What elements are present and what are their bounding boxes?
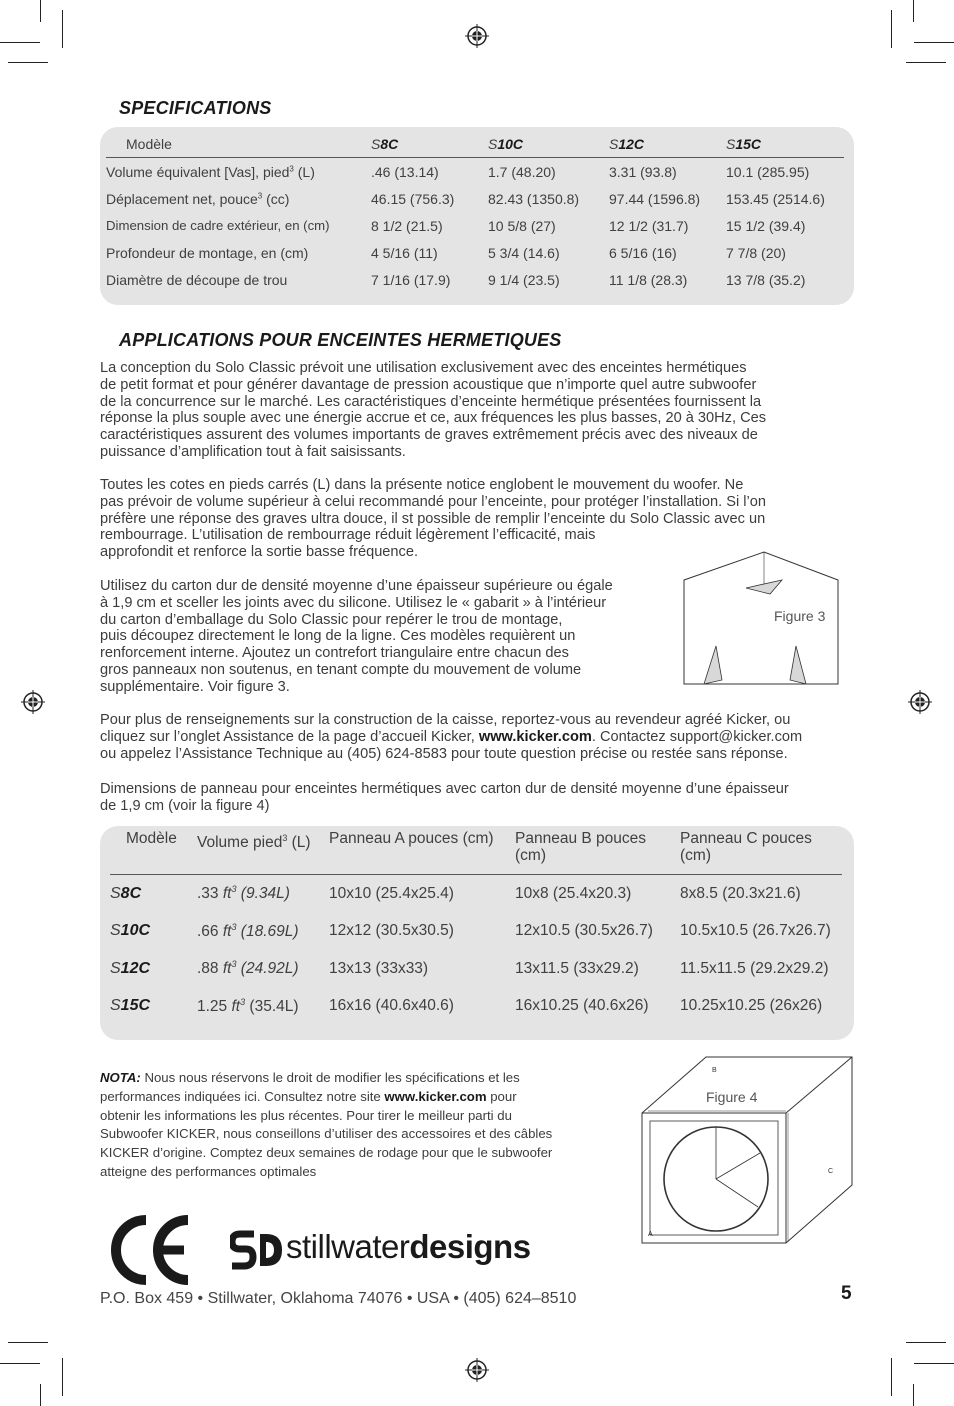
model-cell: S10C: [110, 922, 151, 940]
table-cell: 3.31 (93.8): [609, 163, 677, 180]
specifications-heading: SPECIFICATIONS: [119, 98, 272, 118]
model-cell: S15C: [110, 997, 151, 1015]
paragraph: Pour plus de renseignements sur la construction de la caisse, reportez-vous au revendeur agréé Kicker, ou cliquez sur l’onglet Assistance de la page d’accueil Kicker, www.kicker.com. Contactez support@kicker.com ou appelez l’Assistance Technique au (405) 624-8583 pour toute question précise ou restée sans réponse.: [100, 712, 803, 762]
figure-4-label-c: C: [828, 1168, 834, 1175]
table-cell: 16x16 (40.6x40.6): [329, 997, 454, 1015]
table-cell: 10x10 (25.4x25.4): [329, 884, 454, 902]
paragraph: Dimensions de panneau pour enceintes hermétiques avec carton dur de densité moyenne d’une épaisseur de 1,9 cm (voir la figure 4): [100, 781, 789, 814]
crop-mark: [40, 1384, 41, 1406]
panel-b-header: Panneau B pouces (cm): [515, 830, 680, 875]
brand-name: stillwaterdesigns: [286, 1228, 531, 1265]
table-cell: 46.15 (756.3): [371, 190, 455, 207]
table-row: [106, 266, 844, 293]
model-column-header: S15C: [726, 131, 844, 158]
table-cell: 13 7/8 (35.2): [726, 271, 806, 288]
table-row: [110, 988, 842, 1026]
registration-mark-icon: [21, 690, 45, 714]
table-cell: 82.43 (1350.8): [488, 190, 580, 207]
table-cell: 5 3/4 (14.6): [488, 244, 560, 261]
model-column-header: S12C: [609, 131, 726, 158]
table-row: [106, 239, 844, 266]
paragraph: Utilisez du carton dur de densité moyenne d’une épaisseur supérieure ou égale à 1,9 cm et sceller les joints avec du silicone. Utilisez le « gabarit » à l’intérieur du carton d’emballage du Solo Classic pour repérer le trou de montage, puis découpez directement le long de la ligne. Ces modèles requièrent un renforcement interne. Ajoutez un contrefort triangulaire entre chacun des gros panneaux non soutenus, en tenant compte du mouvement de volume supplémentaire. Voir figure 3.: [100, 578, 613, 695]
figure-4-label-b: B: [712, 1067, 717, 1074]
figure-3-label: Figure 3: [774, 608, 826, 624]
crop-mark: [62, 10, 63, 48]
crop-mark: [906, 62, 946, 63]
table-cell: 6 5/16 (16): [609, 244, 677, 261]
table-cell: 7 7/8 (20): [726, 244, 786, 261]
figure-4-label: Figure 4: [706, 1089, 758, 1105]
kicker-link[interactable]: www.kicker.com: [384, 1088, 487, 1104]
page-number: 5: [841, 1283, 852, 1304]
figure-4-diagram: [640, 1055, 854, 1247]
table-header-row: [110, 830, 842, 875]
crop-mark: [913, 0, 914, 22]
table-cell: 10.5x10.5 (26.7x26.7): [680, 922, 831, 940]
panel-c-header: Panneau C pouces (cm): [680, 830, 842, 875]
model-column-header: S10C: [488, 131, 609, 158]
specifications-table: [106, 131, 844, 293]
table-cell: 10.25x10.25 (26x26): [680, 997, 823, 1015]
table-cell: 11 1/8 (28.3): [609, 271, 688, 288]
table-cell: 1.7 (48.20): [488, 163, 556, 180]
row-label: Déplacement net, pouce$^3$ (cc): [106, 190, 290, 207]
table-cell: 4 5/16 (11): [371, 244, 438, 261]
note-paragraph: NOTA: Nous nous réservons le droit de modifier les spécifications et les performances indiquées ici. Consultez notre site www.kicker.com pour obtenir les informations les plus récentes. Pour tirer le meilleur parti du Subwoofer KICKER, nous conseillons d’utiliser des accessoires et des câbles KICKER d’origine. Comptez deux semaines de rodage pour que le subwoofer atteigne des performances optimales: [100, 1070, 553, 1179]
model-cell: S8C: [110, 884, 142, 902]
table-cell: 16x10.25 (40.6x26): [515, 997, 649, 1015]
table-cell: 10 5/8 (27): [488, 217, 556, 234]
crop-mark: [8, 62, 48, 63]
table-cell: 153.45 (2514.6): [726, 190, 825, 207]
table-row: [110, 950, 842, 988]
model-cell: S12C: [110, 959, 151, 977]
crop-mark: [62, 1358, 63, 1396]
ce-mark-icon: [110, 1214, 192, 1286]
table-row: [106, 158, 844, 186]
table-cell: 12x10.5 (30.5x26.7): [515, 922, 653, 940]
crop-mark: [0, 42, 40, 43]
note-label: NOTA:: [100, 1070, 141, 1085]
model-column-header: S8C: [371, 131, 488, 158]
stillwater-designs-logo-icon: [230, 1228, 284, 1272]
paragraph: Toutes les cotes en pieds carrés (L) dans la présente notice englobent le mouvement du woofer. Ne pas prévoir de volume supérieur à celui recommandé pour l’enceinte, pour protéger l’installation. Si l’on préfère une réponse des graves ultra douce, il st possible de remplir l’enceinte du Solo Classic avec un rembourrage. L’utilisation de rembourrage réduit légèrement l’efficacité, mais approfondit et renforce la sortie basse fréquence.: [100, 477, 766, 561]
table-cell: 97.44 (1596.8): [609, 190, 701, 207]
crop-mark: [891, 10, 892, 48]
table-cell: .46 (13.14): [371, 163, 439, 180]
crop-mark: [891, 1358, 892, 1396]
panel-dimensions-table: [110, 830, 842, 1025]
table-header-row: [106, 131, 844, 158]
applications-heading: APPLICATIONS POUR ENCEINTES HERMETIQUES: [119, 330, 562, 350]
crop-mark: [40, 0, 41, 22]
crop-mark: [0, 1363, 40, 1364]
volume-header: Volume pied$^3$ (L): [197, 830, 329, 875]
table-cell: 15 1/2 (39.4): [726, 217, 806, 234]
table-cell: 7 1/16 (17.9): [371, 271, 451, 288]
row-label: Diamètre de découpe de trou: [106, 271, 288, 288]
volume-cell: .88 $ft^3$ (24.92L): [197, 959, 299, 978]
registration-mark-icon: [465, 1358, 489, 1382]
crop-mark: [8, 1342, 48, 1343]
table-row: [106, 212, 844, 239]
volume-cell: 1.25 $ft^3$ (35.4L): [197, 996, 299, 1015]
table-row: [110, 875, 842, 913]
crop-mark: [913, 1384, 914, 1406]
table-cell: 12 1/2 (31.7): [609, 217, 689, 234]
table-cell: 13x11.5 (33x29.2): [515, 959, 639, 977]
paragraph: La conception du Solo Classic prévoit une utilisation exclusivement avec des enceintes hermétiques de petit format et pour générer davantage de pression acoustique que n’importe quel autre subwoofer de la concurrence sur le marché. Les caractéristiques d’enceinte hermétique présentées fournissent la réponse la plus souple avec une énergie accrue et ce, aux fréquences les plus basses, 20 à 30Hz, Ces caractéristiques assurent des volumes importants de graves extrêmement précis avec des niveaux de puissance d’amplification tout à fait saisissants.: [100, 360, 767, 460]
table-row: [106, 185, 844, 212]
table-cell: 12x12 (30.5x30.5): [329, 922, 454, 940]
table-cell: 13x13 (33x33): [329, 959, 429, 977]
crop-mark: [914, 42, 954, 43]
row-label: Dimension de cadre extérieur, en (cm): [106, 218, 330, 233]
table-cell: 8 1/2 (21.5): [371, 217, 443, 234]
registration-mark-icon: [465, 24, 489, 48]
model-header: Modèle: [110, 830, 197, 875]
volume-cell: .66 $ft^3$ (18.69L): [197, 921, 299, 940]
row-label: Volume équivalent [Vas], pied$^3$ (L): [106, 163, 315, 180]
crop-mark: [906, 1342, 946, 1343]
figure-4-label-a: A: [648, 1231, 653, 1238]
volume-cell: .33 $ft^3$ (9.34L): [197, 884, 290, 903]
table-cell: 11.5x11.5 (29.2x29.2): [680, 959, 829, 977]
kicker-link[interactable]: www.kicker.com: [478, 728, 592, 745]
crop-mark: [914, 1363, 954, 1364]
address-line: P.O. Box 459 • Stillwater, Oklahoma 74076 • USA • (405) 624–8510: [100, 1290, 577, 1307]
row-label: Profondeur de montage, en (cm): [106, 244, 309, 261]
table-cell: 8x8.5 (20.3x21.6): [680, 884, 801, 902]
registration-mark-icon: [908, 690, 932, 714]
model-header: Modèle: [106, 131, 371, 158]
table-cell: 9 1/4 (23.5): [488, 271, 560, 288]
table-row: [110, 913, 842, 951]
table-cell: 10.1 (285.95): [726, 163, 810, 180]
table-cell: 10x8 (25.4x20.3): [515, 884, 632, 902]
panel-a-header: Panneau A pouces (cm): [329, 830, 515, 875]
